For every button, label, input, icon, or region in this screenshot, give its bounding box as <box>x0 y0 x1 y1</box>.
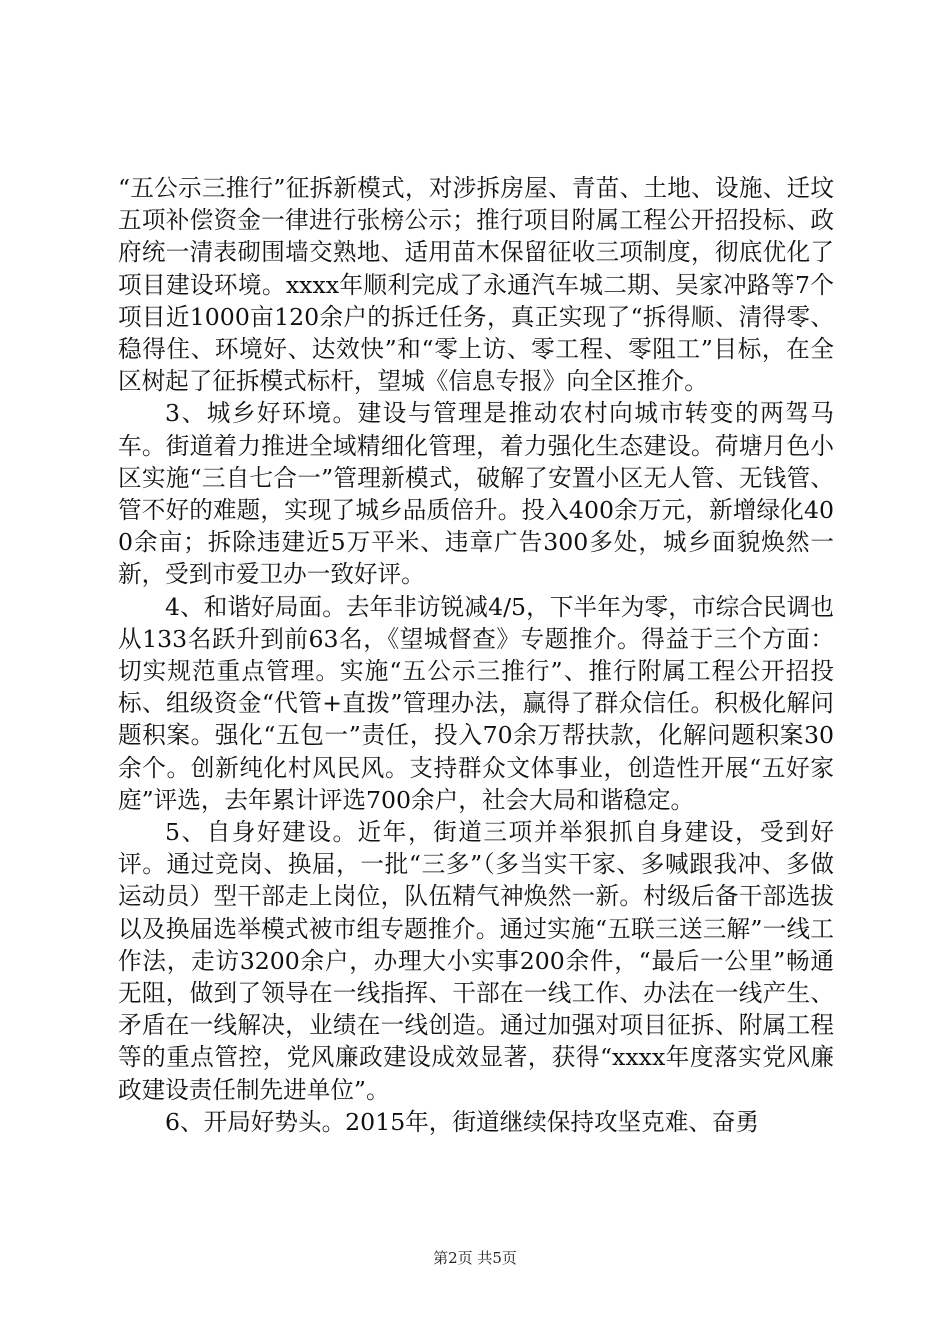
document-body <box>118 172 834 1138</box>
paragraph-6: 6、开局好势头。2015年，街道继续保持攻坚克难、奋勇 <box>165 1107 760 1136</box>
paragraph-continued: “五公示三推行”征拆新模式，对涉拆房屋、青苗、土地、设施、迁坟五项补偿资金一律进行张榜公示；推行项目附属工程公开招投标、政府统一清表砌围墙交熟地、适用苗木保留征收三项制度，彻底优化了项目建设环境。xxxx年顺利完成了永通汽车城二期、吴家冲路等7个项目近1000亩120余户的拆迁任务，真正实现了“拆得顺、清得零、稳得住、环境好、达效快”和“零上访、零工程、零阻工”目标，在全区树起了征拆模式标杆，望城《信息专报》向全区推介。 <box>118 174 834 396</box>
page-footer: 第2页 共5页 <box>433 1249 517 1267</box>
paragraph-5: 5、自身好建设。近年，街道三项并举狠抓自身建设，受到好评。通过竞岗、换届，一批“三多”（多当实干家、多喊跟我冲、多做运动员）型干部走上岗位，队伍精气神焕然一新。村级后备干部选拔以及换届选举模式被市组专题推介。通过实施“五联三送三解”一线工作法，走访3200余户，办理大小实事200余件，“最后一公里”畅通无阻，做到了领导在一线指挥、干部在一线工作、办法在一线产生、矛盾在一线解决，业绩在一线创造。通过加强对项目征拆、附属工程等的重点管控，党风廉政建设成效显著，获得“xxxx年度落实党风廉政建设责任制先进单位”。 <box>118 818 834 1104</box>
paragraph-3: 3、城乡好环境。建设与管理是推动农村向城市转变的两驾马车。街道着力推进全域精细化管理，着力强化生态建设。荷塘月色小区实施“三自七合一”管理新模式，破解了安置小区无人管、无钱管、管不好的难题，实现了城乡品质倍升。投入400余万元，新增绿化400余亩；拆除违建近5万平米、违章广告300多处，城乡面貌焕然一新，受到市爱卫办一致好评。 <box>118 399 834 589</box>
paragraph-4: 4、和谐好局面。去年非访锐减4/5，下半年为零，市综合民调也从133名跃升到前63名，《望城督查》专题推介。得益于三个方面：切实规范重点管理。实施“五公示三推行”、推行附属工程公开招投标、组级资金“代管+直拨”管理办法，赢得了群众信任。积极化解问题积案。强化“五包一”责任，投入70余万帮扶款，化解问题积案30余个。创新纯化村风民风。支持群众文体事业，创造性开展“五好家庭”评选，去年累计评选700余户，社会大局和谐稳定。 <box>118 592 834 814</box>
